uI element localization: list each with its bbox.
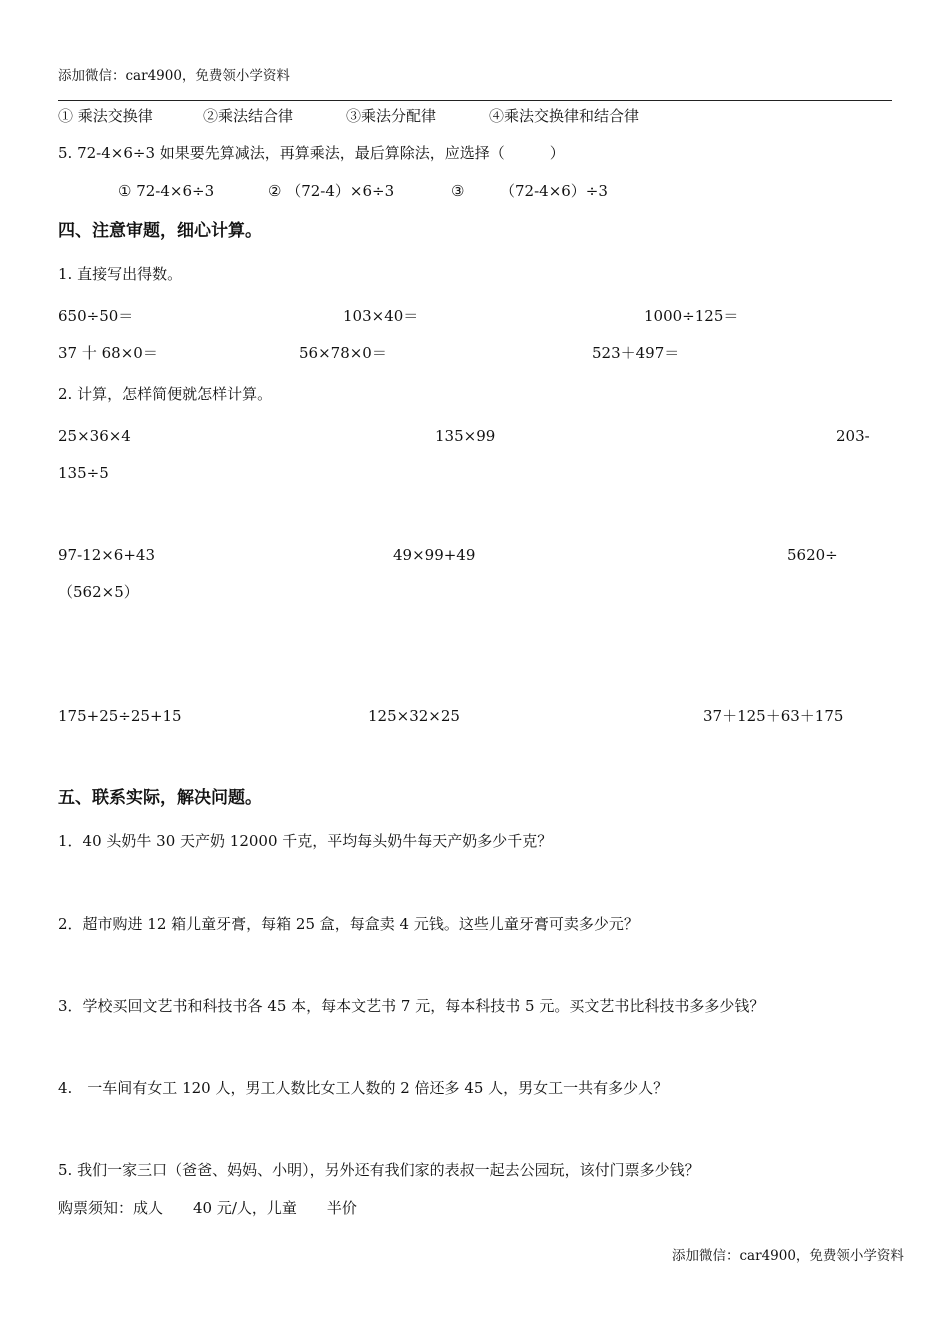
calc-9: 37＋125＋63＋175 — [703, 707, 844, 725]
q5-question: 5. 72-4×6÷3 如果要先算减法，再算乘法，最后算除法，应选择（ ） — [58, 144, 565, 162]
calc-3: 203- — [836, 427, 870, 445]
q5-option-1: ① 72-4×6÷3 — [118, 182, 215, 200]
oral-calc-2: 103×40＝ — [343, 307, 419, 325]
q5-option-3: （72-4×6）÷3 — [500, 182, 608, 200]
word-problem-4: 4. 一车间有女工 120 人，男工人数比女工人数的 2 倍还多 45 人，男女工一共有多少人？ — [58, 1079, 669, 1097]
section4-part1-title: 1. 直接写出得数。 — [58, 265, 183, 283]
footer-watermark: 添加微信：car4900，免费领小学资料 — [672, 1248, 904, 1264]
header-rule — [58, 100, 892, 101]
section4-title: 四、注意审题，细心计算。 — [58, 221, 262, 241]
calc-2: 135×99 — [435, 427, 496, 445]
calc-6-continued: （562×5） — [58, 583, 139, 601]
word-problem-5: 5. 我们一家三口（爸爸、妈妈、小明），另外还有我们家的表叔一起去公园玩，该付门票多少钱？ — [58, 1161, 700, 1179]
oral-calc-5: 56×78×0＝ — [299, 344, 387, 362]
q4-option-1: ① 乘法交换律 — [58, 107, 153, 125]
calc-6: 5620÷ — [787, 546, 838, 564]
q5-option-2: ② （72-4）×6÷3 — [268, 182, 395, 200]
q5-option-3-marker: ③ — [451, 182, 465, 200]
oral-calc-3: 1000÷125＝ — [644, 307, 739, 325]
calc-1: 25×36×4 — [58, 427, 131, 445]
calc-3-continued: 135÷5 — [58, 464, 109, 482]
word-problem-3: 3．学校买回文艺书和科技书各 45 本，每本文艺书 7 元，每本科技书 5 元。买文艺书比科技书多多少钱？ — [58, 997, 765, 1015]
word-problem-1: 1．40 头奶牛 30 天产奶 12000 千克，平均每头奶牛每天产奶多少千克？ — [58, 832, 553, 850]
word-problem-2: 2．超市购进 12 箱儿童牙膏，每箱 25 盒，每盒卖 4 元钱。这些儿童牙膏可卖多少元？ — [58, 915, 639, 933]
calc-4: 97-12×6+43 — [58, 546, 156, 564]
calc-8: 125×32×25 — [368, 707, 460, 725]
section4-part2-title: 2. 计算，怎样简便就怎样计算。 — [58, 385, 273, 403]
section5-title: 五、联系实际，解决问题。 — [58, 788, 262, 808]
oral-calc-4: 37 十 68×0＝ — [58, 344, 158, 362]
q4-option-2: ②乘法结合律 — [203, 107, 294, 125]
q4-option-3: ③乘法分配律 — [346, 107, 437, 125]
calc-5: 49×99+49 — [393, 546, 476, 564]
calc-7: 175+25÷25+15 — [58, 707, 182, 725]
header-watermark: 添加微信：car4900，免费领小学资料 — [58, 68, 290, 84]
q4-option-4: ④乘法交换律和结合律 — [489, 107, 640, 125]
oral-calc-1: 650÷50＝ — [58, 307, 134, 325]
ticket-note: 购票须知：成人 40 元/人，儿童 半价 — [58, 1199, 357, 1217]
oral-calc-6: 523＋497＝ — [592, 344, 680, 362]
